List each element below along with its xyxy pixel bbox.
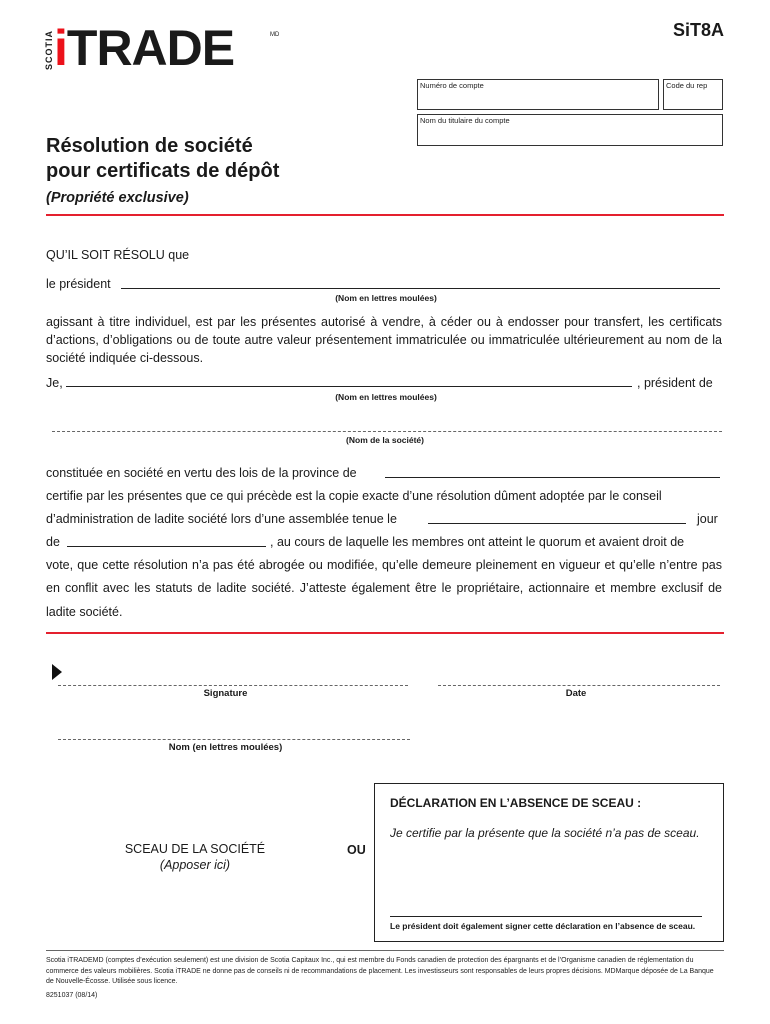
resolved-text: QU’IL SOIT RÉSOLU que: [46, 248, 190, 262]
province-line[interactable]: [385, 464, 720, 478]
section-divider-2: [46, 632, 724, 634]
account-holder-field[interactable]: [417, 114, 723, 146]
date-caption: Date: [565, 688, 587, 699]
title-line-1: Résolution de société: [46, 135, 253, 157]
president-name-caption: (Nom en lettres moulées): [335, 293, 437, 303]
seal-label: SCEAU DE LA SOCIÉTÉ: [124, 842, 266, 856]
company-name-caption: (Nom de la société): [346, 435, 424, 445]
page-title: [46, 134, 279, 184]
or-text: OU: [347, 843, 366, 857]
declaration-body: Je certifie par la présente que la société n’a pas de sceau.: [390, 826, 700, 840]
form-number: 8251037 (08/14): [46, 992, 98, 999]
footer-divider: [46, 950, 724, 951]
rep-code-label: Code du rep: [666, 81, 708, 90]
printed-name-line[interactable]: [58, 732, 410, 740]
de-label: de: [46, 535, 60, 549]
section-divider: [46, 214, 724, 216]
logo-trademark: MD: [270, 32, 280, 38]
certification-paragraph: vote, que cette résolution n’a pas été abrogée ou modifiée, qu’elle demeure pleinement en vigueur et qu’elle n’entre pas en conflit avec les statuts de ladite société. J’atteste également être le propriétaire, actionnaire et membre exclusif de ladite société.: [46, 558, 722, 619]
authorization-paragraph: agissant à titre individuel, est par les présentes autorisé à vendre, à céder ou à endosser pour transfert, les certificats d’actions, d’obligations ou de toute autre valeur présentement immatriculée ou immatriculée ultérieurement au nom de la société indiquée ci-dessous.: [46, 315, 722, 365]
logo-scotia-text: SCOTIA: [44, 29, 54, 70]
signature-line[interactable]: [58, 678, 408, 686]
logo-itrade-text: [54, 20, 234, 76]
meeting-month-line[interactable]: [67, 533, 266, 547]
account-number-field[interactable]: [417, 79, 659, 110]
undersigned-name-line[interactable]: [66, 374, 632, 387]
meeting-date-label: d’administration de ladite société lors d’une assemblée tenue le: [46, 512, 397, 526]
undersigned-name-caption: (Nom en lettres moulées): [335, 392, 437, 402]
signature-caption: Signature: [203, 688, 248, 699]
quorum-text: , au cours de laquelle les membres ont atteint le quorum et avaient droit de: [270, 535, 685, 549]
date-line[interactable]: [438, 678, 720, 686]
certify-text: certifie par les présentes que ce qui précède est la copie exacte d’une résolution dûment adoptée par le conseil: [46, 489, 662, 503]
province-label: constituée en société en vertu des lois de la province de: [46, 466, 357, 480]
declaration-signature-line[interactable]: [390, 916, 702, 917]
company-name-line[interactable]: [52, 422, 722, 432]
president-name-line[interactable]: [121, 276, 720, 289]
printed-name-caption: Nom (en lettres moulées): [168, 742, 283, 753]
je-label: Je,: [46, 376, 63, 390]
title-line-2: pour certificats de dépôt: [46, 160, 280, 182]
meeting-day-line[interactable]: [428, 510, 686, 524]
account-holder-label: Nom du titulaire du compte: [420, 116, 510, 125]
account-number-label: Numéro de compte: [420, 81, 484, 90]
rep-code-field[interactable]: [663, 79, 723, 110]
jour-text: jour: [697, 512, 718, 526]
seal-sublabel: (Apposer ici): [159, 858, 231, 872]
logo-i: i: [54, 20, 67, 76]
declaration-heading: DÉCLARATION EN L’ABSENCE DE SCEAU :: [390, 796, 642, 810]
no-seal-declaration-box: [374, 783, 724, 942]
footer-disclaimer: Scotia iTRADEMD (comptes d’exécution seulement) est une division de Scotia Capitaux Inc., qui est membre du Fonds canadien de protection des épargnants et de l’Organisme canadien de réglementation du commerce des valeurs mobilières. Scotia iTRADE ne donne pas de conseils ni de recommandations de placement. Les investisseurs sont responsables de leurs propres décisions. MDMarque déposée de La Banque de Nouvelle-Écosse. Utilisée sous licence.: [46, 957, 714, 985]
declaration-note: Le président doit également signer cette déclaration en l’absence de sceau.: [390, 921, 696, 931]
logo-trade: TRADE: [66, 20, 235, 76]
page-subtitle: (Propriété exclusive): [46, 190, 189, 206]
corporate-seal-area[interactable]: [110, 841, 280, 873]
form-code: SiT8A: [672, 20, 724, 40]
president-de-text: , président de: [637, 376, 713, 390]
president-label: le président: [46, 277, 111, 291]
